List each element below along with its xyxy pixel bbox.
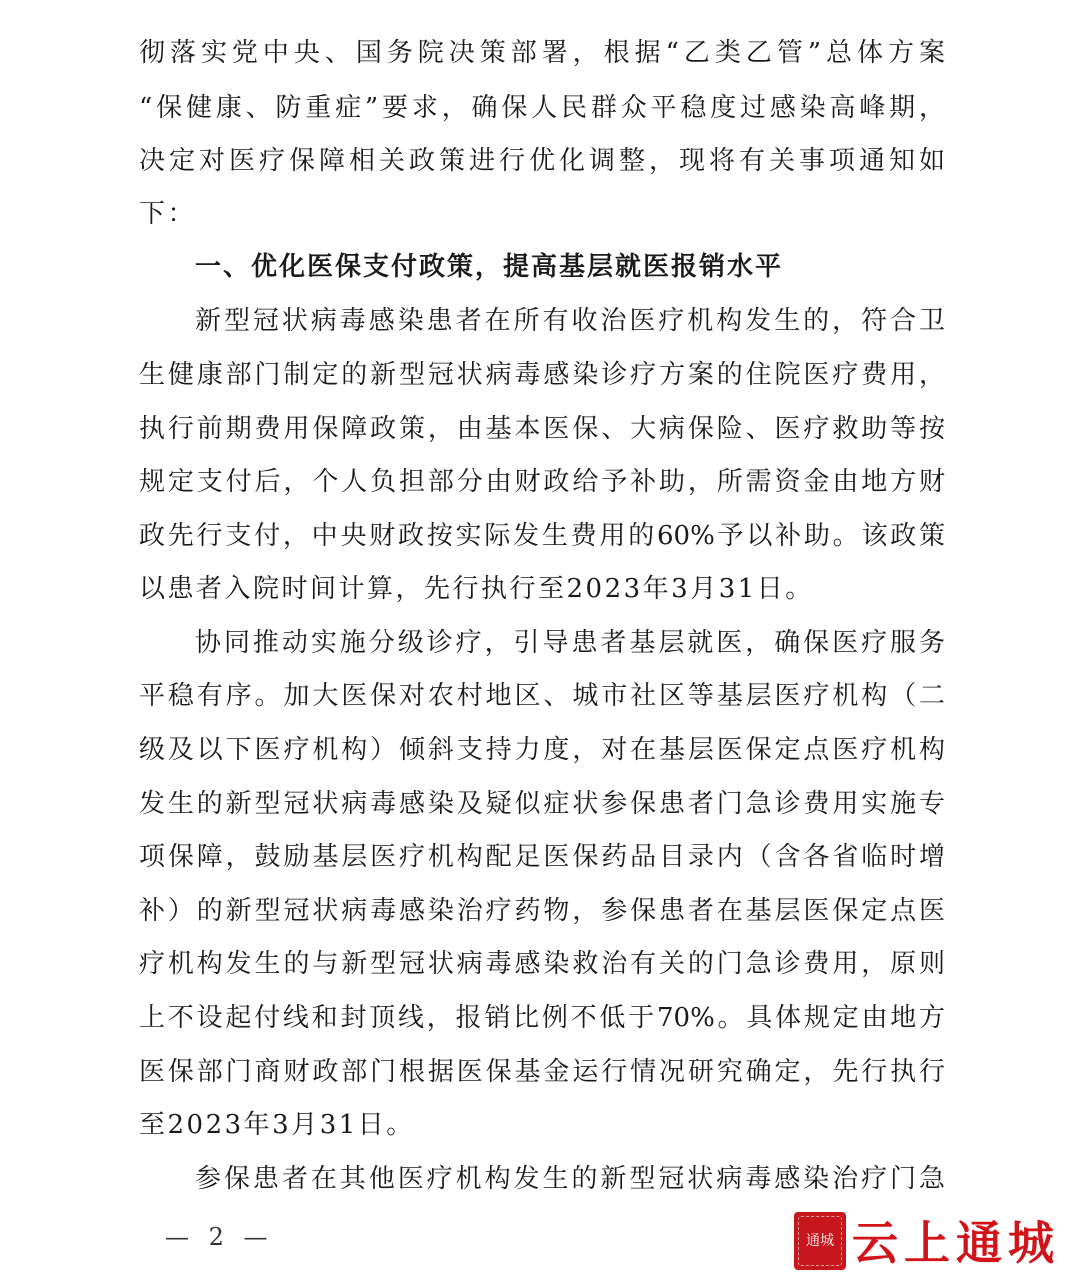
paragraph-line: 以患者入院时间计算，先行执行至2023年3月31日。: [139, 574, 814, 604]
paragraph-line: 医保部门商财政部门根据医保基金运行情况研究确定，先行执行: [139, 1057, 945, 1087]
paragraph-line: 项保障，鼓励基层医疗机构配足医保药品目录内（含各省临时增: [139, 842, 945, 872]
paragraph-line: 规定支付后，个人负担部分由财政给予补助，所需资金由地方财: [139, 467, 945, 497]
paragraph-line: 生健康部门制定的新型冠状病毒感染诊疗方案的住院医疗费用，: [139, 360, 945, 390]
paragraph-line: 补）的新型冠状病毒感染治疗药物，参保患者在基层医保定点医: [139, 896, 945, 926]
paragraph-line: 新型冠状病毒感染患者在所有收治医疗机构发生的，符合卫: [195, 306, 945, 336]
paragraph-line: 至2023年3月31日。: [139, 1110, 415, 1140]
paragraph-line: 发生的新型冠状病毒感染及疑似症状参保患者门急诊费用实施专: [139, 789, 945, 819]
paragraph-line: 平稳有序。加大医保对农村地区、城市社区等基层医疗机构（二: [139, 681, 945, 711]
paragraph-line: 协同推动实施分级诊疗，引导患者基层就医，确保医疗服务: [195, 628, 945, 658]
seal-icon: 通城: [794, 1212, 846, 1270]
brand-text: 云上通城: [852, 1216, 1060, 1270]
brand-watermark: [794, 1212, 1064, 1274]
intro-line: “保健康、防重症”要求，确保人民群众平稳度过感染高峰期，: [139, 93, 945, 123]
section-heading: 一、优化医保支付政策，提高基层就医报销水平: [195, 252, 784, 282]
paragraph-line: 上不设起付线和封顶线，报销比例不低于70%。具体规定由地方: [139, 1003, 945, 1033]
intro-line: 下：: [139, 199, 197, 229]
paragraph-line: 疗机构发生的与新型冠状病毒感染救治有关的门急诊费用，原则: [139, 949, 945, 979]
paragraph-line: 政先行支付，中央财政按实际发生费用的60%予以补助。该政策: [139, 521, 945, 551]
intro-line: 决定对医疗保障相关政策进行优化调整，现将有关事项通知如: [139, 146, 945, 176]
paragraph-line: 级及以下医疗机构）倾斜支持力度，对在基层医保定点医疗机构: [139, 735, 945, 765]
paragraph-line: 参保患者在其他医疗机构发生的新型冠状病毒感染治疗门急: [195, 1164, 945, 1194]
paragraph-line: 执行前期费用保障政策，由基本医保、大病保险、医疗救助等按: [139, 414, 945, 444]
page-number: — 2 —: [165, 1223, 274, 1251]
intro-line: 彻落实党中央、国务院决策部署，根据“乙类乙管”总体方案: [139, 38, 945, 68]
